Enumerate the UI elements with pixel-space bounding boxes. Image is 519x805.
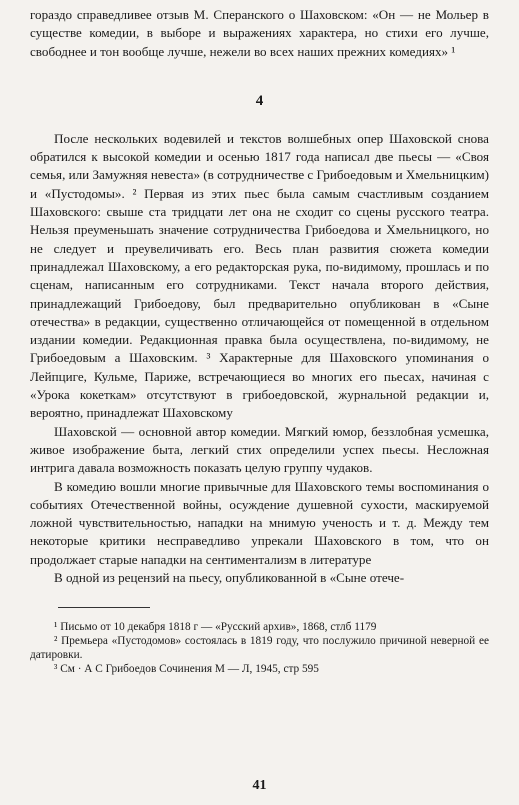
body-text xyxy=(30,130,489,587)
footnotes xyxy=(30,620,489,676)
intro-paragraph: гораздо справедливее отзыв М. Сперанского о Шаховском: «Он — не Мольер в существе комедии, в выборе и выражениях характера, но стихи его лучше, свободнее и тон вообще лучше, нежели во всех наших прежних комедиях» ¹ xyxy=(30,7,489,59)
paragraph: После нескольких водевилей и текстов волшебных опер Шаховской снова обратился к высокой комедии и осенью 1817 года написал две пьесы — «Своя семья, или Замужняя невеста» (в сотрудничестве с Грибоедовым и Хмельницким) и «Пустодомы». ² Первая из этих пьес была самым счастливым созданием Шаховского: свыше ста тридцати лет она не сходит со сцены русского театра. Нельзя преуменьшать значение сотрудничества Грибоедова и Хмельницкого, но не следует и преувеличивать его. Весь план развития сюжета комедии принадлежал Шаховскому, а его редакторская рука, по-видимому, прошлась и по сценам, написанным его сотрудниками. Текст начала второго действия, принадлежащий Грибоедову, был предварительно опубликован в «Сыне отечества» в редакции, существенно отличающейся от помещенной в отдельном издании комедии. Редакционная правка была осуществлена, по-видимому, не Грибоедовым а Шаховским. ³ Характерные для Шаховского упоминания о Лейпциге, Кульме, Париже, встречающиеся во многих его пьесах, начиная с «Урока кокеткам» отсутствуют в грибоедовской, журнальной редакции и, вероятно, принадлежат Шаховскому xyxy=(30,130,489,421)
paragraph: В одной из рецензий на пьесу, опубликованной в «Сыне отече- xyxy=(54,570,405,586)
footnote: ³ См · А С Грибоедов Сочинения М — Л, 1945, стр 595 xyxy=(54,663,319,676)
page-number: 41 xyxy=(252,778,267,793)
footnote: ² Премьера «Пустодомов» состоялась в 1819 году, что послужило причиной неверной ее датировки. xyxy=(30,635,489,662)
paragraph: В комедию вошли многие привычные для Шаховского темы воспоминания о событиях Отечественной войны, осуждение душевной сухости, маскируемой ложной чувствительностью, нападки на мнимую ученость и т. д. Между тем некоторые критики несправедливо упрекали Шаховского в том, что он продолжает старые нападки на сентиментализм в литературе xyxy=(30,478,489,567)
section-number: 4 xyxy=(255,92,264,109)
footnote: ¹ Письмо от 10 декабря 1818 г — «Русский архив», 1868, стлб 1179 xyxy=(54,621,377,634)
intro-paragraph-block xyxy=(30,6,489,61)
footnote-divider xyxy=(58,607,150,608)
paragraph: Шаховской — основной автор комедии. Мягкий юмор, беззлобная усмешка, живое изображение быта, легкий стих определили успех пьесы. Несложная интрига давала возможность показать целую группу чудаков. xyxy=(30,423,489,476)
